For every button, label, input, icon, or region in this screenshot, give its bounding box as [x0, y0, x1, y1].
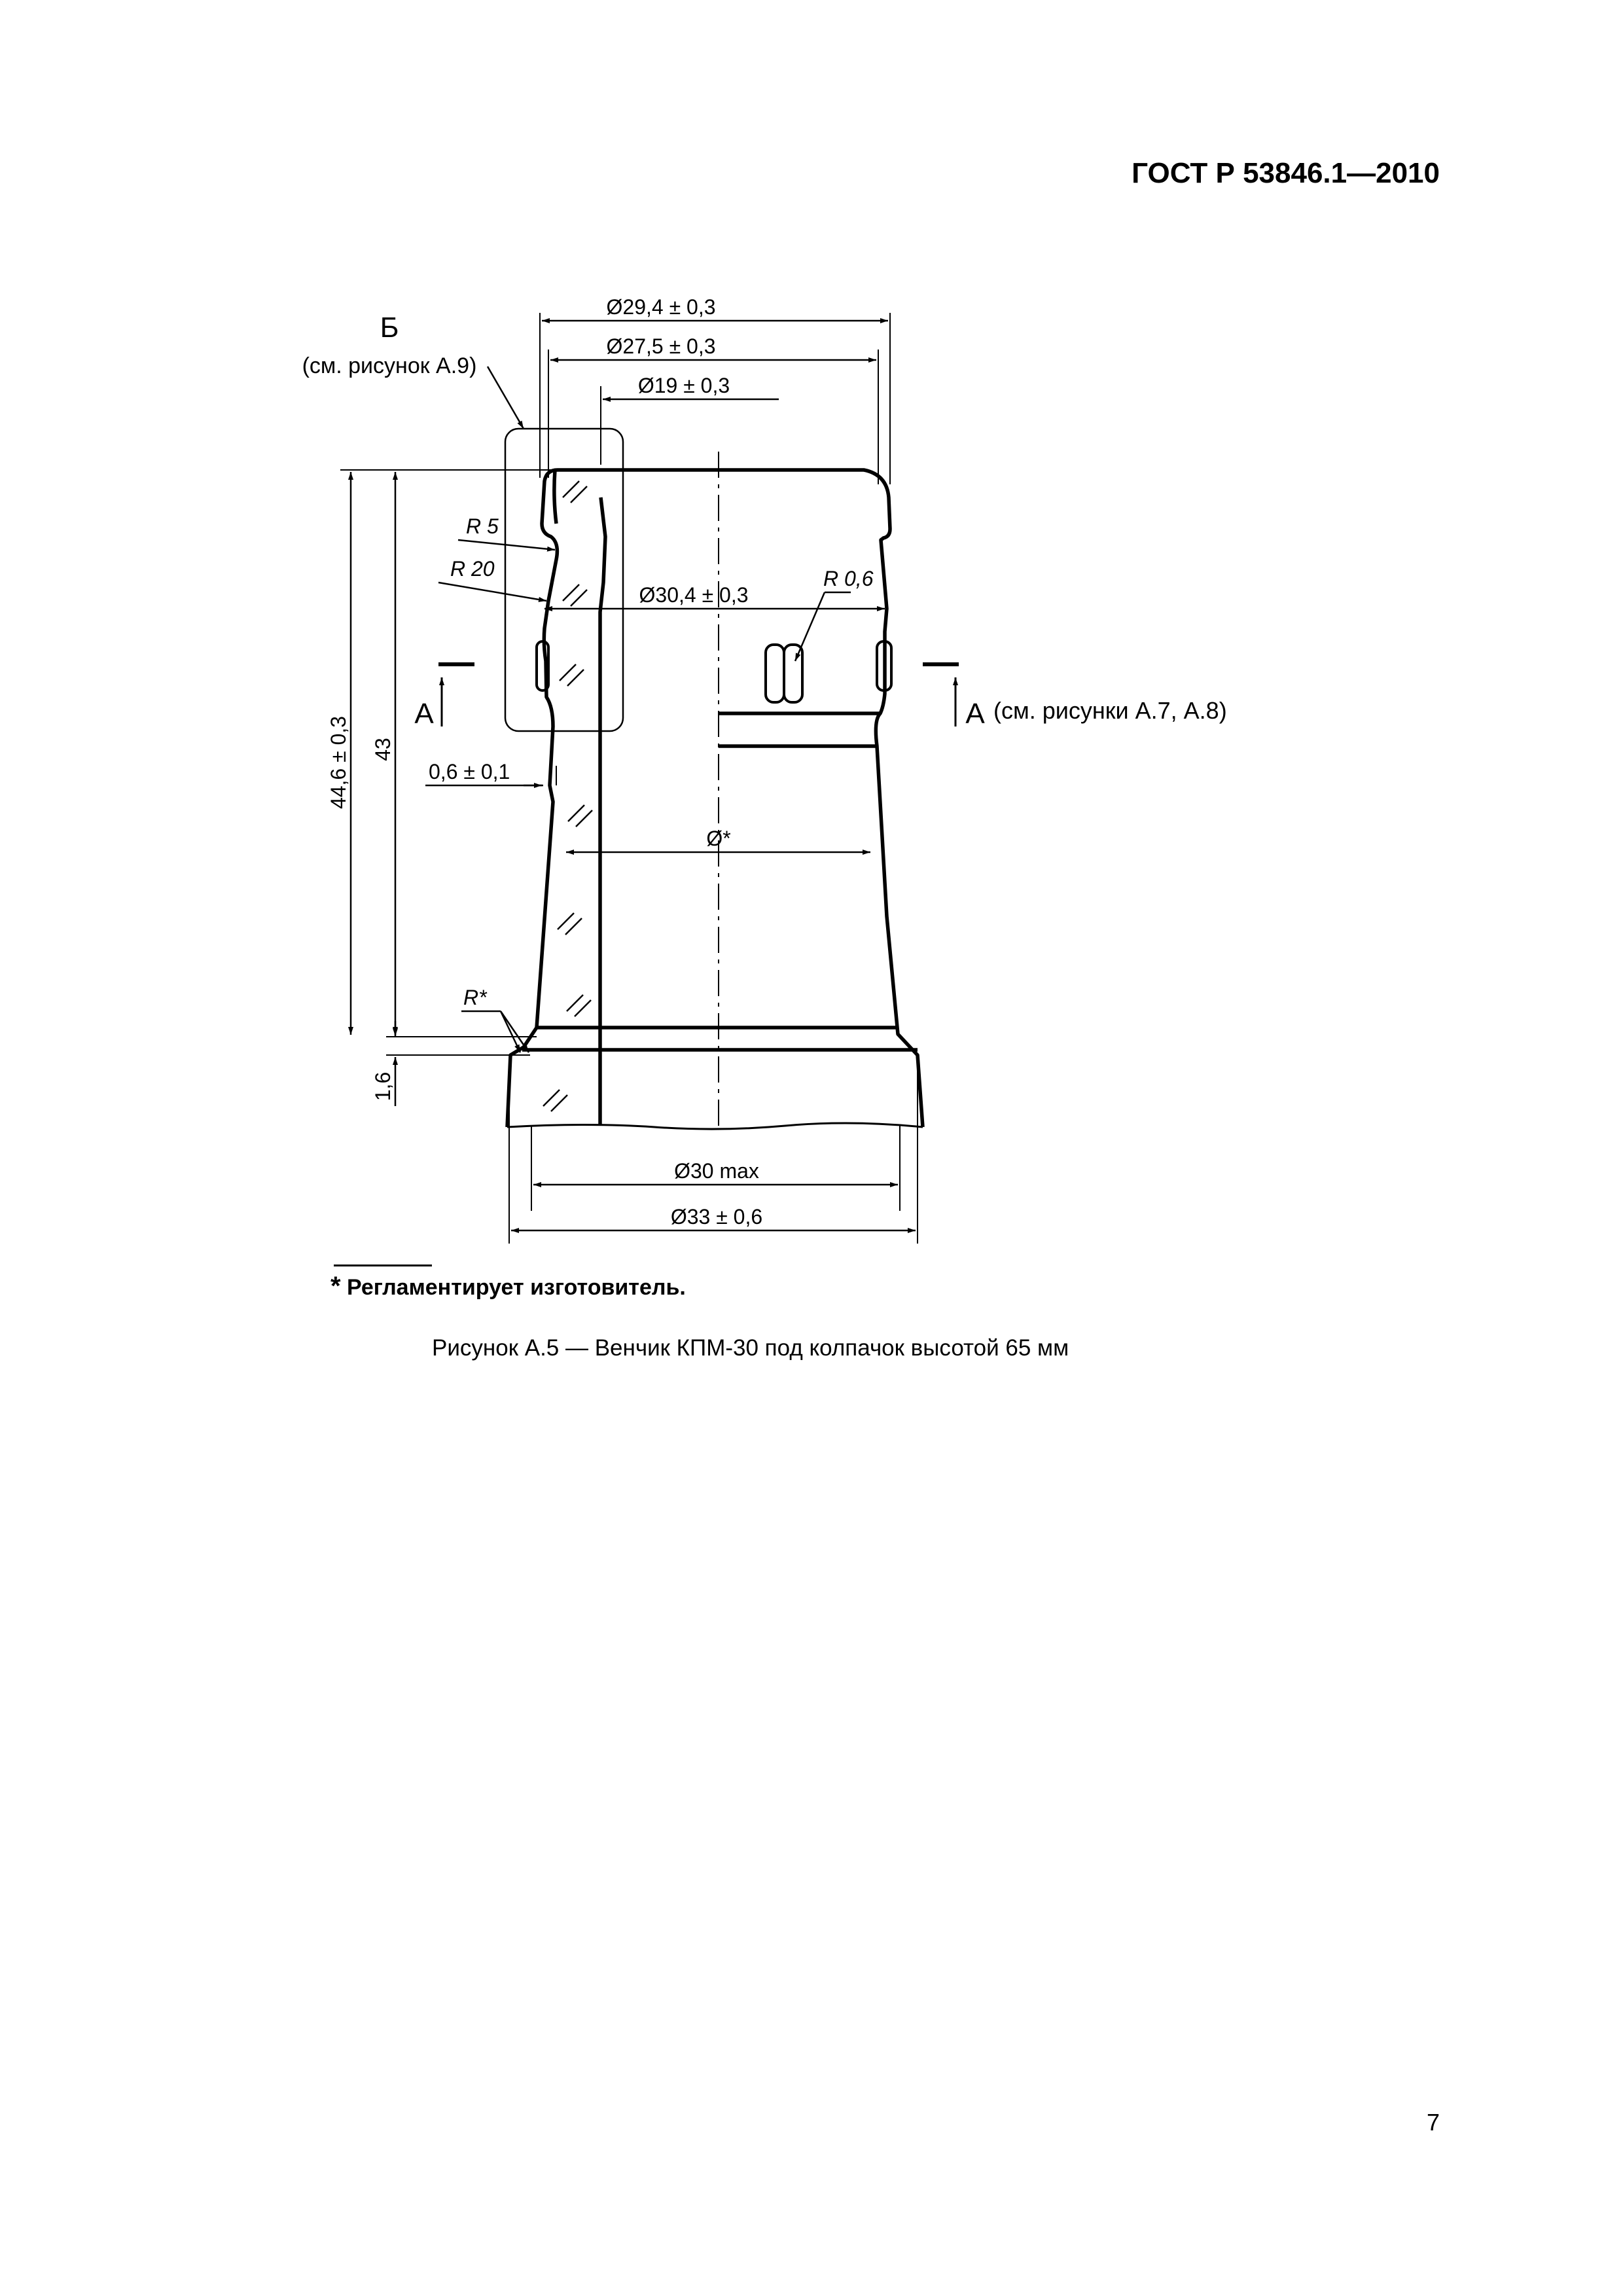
dim-h44-6: 44,6 ± 0,3 [327, 715, 350, 810]
dim-h43: 43 [371, 738, 395, 761]
dim-t0-6: 0,6 ± 0,1 [429, 760, 510, 783]
section-markers [438, 664, 959, 726]
radius-leaders [438, 540, 851, 1052]
dim-d27-5: Ø27,5 ± 0,3 [606, 334, 716, 358]
radius-r5: R 5 [466, 514, 499, 538]
extension-lines [340, 313, 918, 1244]
section-left-letter: А [414, 698, 434, 730]
radius-r20: R 20 [450, 557, 495, 581]
detail-b-letter: Б [380, 312, 399, 344]
figure-caption: Рисунок А.5 — Венчик КПМ-30 под колпачок высотой 65 мм [432, 1335, 1069, 1361]
section-right-letter: А [965, 698, 985, 730]
dim-h1-6: 1,6 [371, 1071, 395, 1102]
dim-d19: Ø19 ± 0,3 [637, 374, 730, 397]
footnote-rule [334, 1265, 432, 1266]
footnote-text: Регламентирует изготовитель. [347, 1275, 686, 1300]
radius-rstar: R* [463, 986, 487, 1009]
dim-d30-4: Ø30,4 ± 0,3 [639, 583, 749, 607]
dim-d33: Ø33 ± 0,6 [670, 1205, 763, 1229]
footnote-marker: * [330, 1272, 341, 1300]
dim-d29-4: Ø29,4 ± 0,3 [606, 295, 716, 319]
radius-r06: R 0,6 [823, 567, 874, 590]
section-ref: (см. рисунки А.7, А.8) [993, 697, 1227, 724]
dim-d30-max: Ø30 max [674, 1159, 759, 1183]
detail-b-frame [505, 429, 623, 731]
page-header: ГОСТ Р 53846.1—2010 [1132, 157, 1440, 189]
dim-d-star: Ø* [706, 827, 731, 850]
break-line [507, 1123, 923, 1129]
lugs [537, 641, 891, 702]
footnote [330, 1272, 686, 1301]
detail-b-ref: (см. рисунок А.9) [302, 353, 477, 378]
dimension-labels [327, 295, 762, 1229]
page-number: 7 [1426, 2109, 1440, 2136]
